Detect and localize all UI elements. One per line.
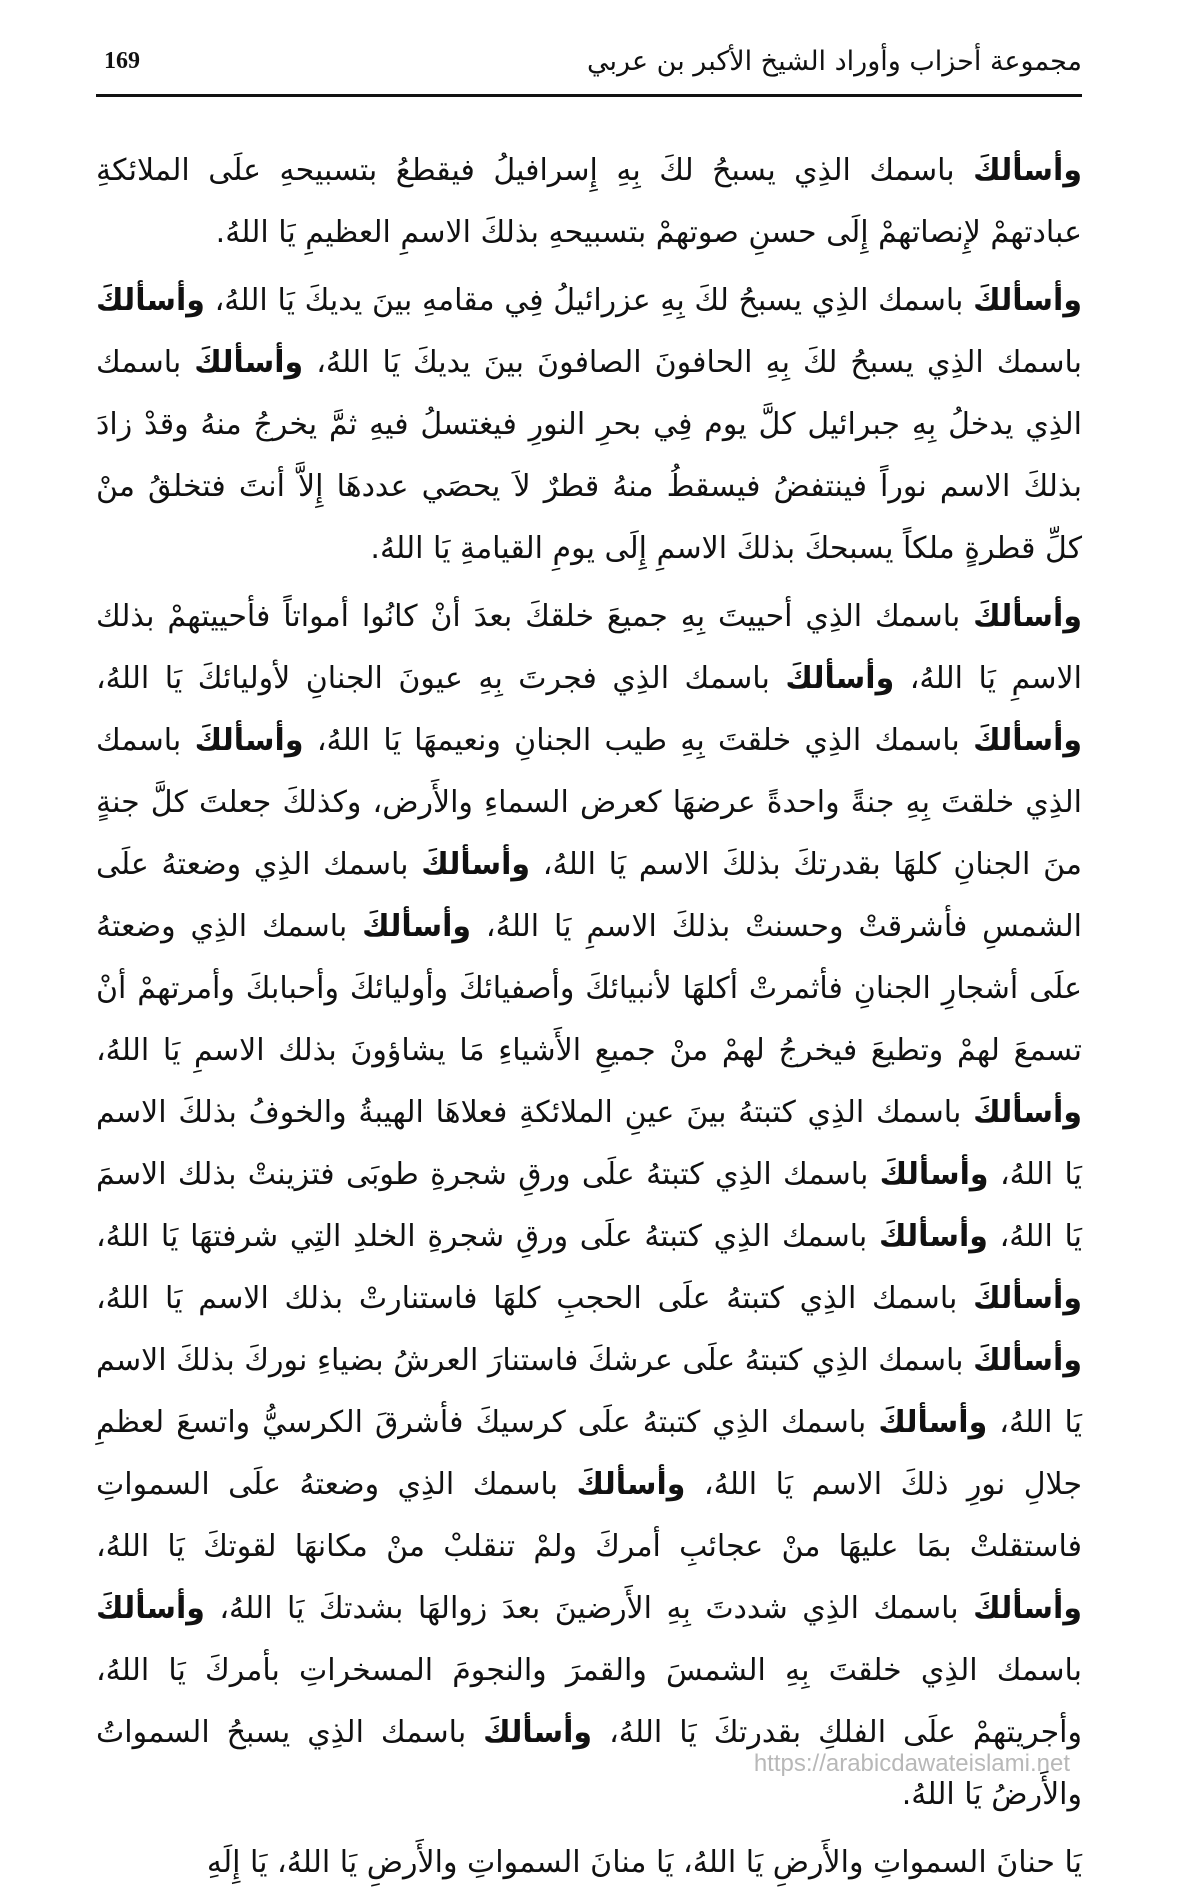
invocation-keyword: وأسألكَ	[96, 1591, 205, 1626]
body-paragraph	[96, 270, 1082, 580]
invocation-keyword: وأسألكَ	[973, 153, 1082, 188]
page-number: 169	[104, 48, 140, 74]
invocation-keyword: وأسألكَ	[483, 1715, 593, 1750]
book-title: مجموعة أحزاب وأوراد الشيخ الأكبر بن عربي	[587, 46, 1082, 77]
invocation-keyword: وأسألكَ	[973, 723, 1083, 758]
paragraph-text: باسمك الذِي كتبتهُ بينَ عينِ الملائكةِ فعلاهَا الهيبةُ والخوفُ بذلكَ الاسم يَا اللهُ،	[96, 1095, 1082, 1192]
paragraph-text: باسمك الذِي يدخلُ بِهِ جبرائيل كلَّ يوم فِي بحرِ النورِ فيغتسلُ فيهِ ثمَّ يخرجُ منهُ وقدْ زادَ بذلكَ الاسم نوراً فينتفضُ فيسقطُ منهُ قطرٌ لاَ يحصَي عددهَا إِلاَّ أنتَ فتخلقُ منْ كلِّ قطرةٍ ملكاً يسبحكَ بذلكَ الاسمِ إِلَى يومِ القيامةِ يَا اللهُ.	[96, 345, 1082, 566]
page-body	[96, 140, 1082, 1900]
paragraph-text: باسمك الذِي كتبتهُ علَى كرسيكَ فأشرقَ الكرسيُّ واتسعَ لعظمِ جلالِ نورِ ذلكَ الاسم يَا اللهُ،	[96, 1405, 1083, 1502]
invocation-keyword: وأسألكَ	[973, 283, 1082, 318]
invocation-keyword: وأسألكَ	[96, 283, 205, 318]
invocation-keyword: وأسألكَ	[973, 599, 1082, 634]
paragraph-text: باسمك الذِي وضعتهُ علَى السمواتِ فاستقلتْ بمَا عليهَا منْ عجائبِ أمركَ ولمْ تنقلبْ منْ مكانهَا لقوتكَ يَا اللهُ،	[96, 1467, 1082, 1564]
paragraph-text: باسمك الذِي أحييتَ بِهِ جميعَ خلقكَ بعدَ أنْ كانُوا أمواتاً فأحييتهمْ بذلك الاسمِ يَا اللهُ،	[96, 599, 1082, 696]
paragraph-text: باسمك الذِي يسبحُ لكَ بِهِ إِسرافيلُ فيقطعُ بتسبيحهِ علَى الملائكةِ عبادتهمْ لإِنصاتهمْ إِلَى حسنِ صوتهمْ بتسبيحهِ بذلكَ الاسمِ العظيمِ يَا اللهُ.	[96, 153, 1082, 250]
paragraph-text: باسمك الذِي وضعتهُ علَى الشمسِ فأشرقتْ وحسنتْ بذلكَ الاسمِ يَا اللهُ،	[96, 847, 1083, 944]
body-paragraph	[96, 1832, 1082, 1894]
paragraph-text: باسمك الذِي يسبحُ لكَ بِهِ عزرائيلُ فِي مقامهِ بينَ يديكَ يَا اللهُ،	[204, 283, 974, 318]
paragraph-text: باسمك الذِي فجرتَ بِهِ عيونَ الجنانِ لأوليائكَ يَا اللهُ،	[96, 661, 786, 696]
source-watermark: https://arabicdawateislami.net	[753, 1750, 1070, 1777]
invocation-keyword: وأسألكَ	[785, 661, 895, 696]
invocation-keyword: وأسألكَ	[362, 909, 472, 944]
paragraph-text: باسمك الذِي كتبتهُ علَى ورقِ شجرةِ طوبَى فتزينتْ بذلك الاسمَ يَا اللهُ،	[96, 1157, 1082, 1254]
body-paragraph	[96, 586, 1082, 1826]
invocation-keyword: وأسألكَ	[194, 345, 304, 380]
paragraph-text: باسمك الذِي يسبحُ السمواتُ والأَرضُ يَا اللهُ.	[96, 1715, 1082, 1812]
paragraph-text: يَا حنانَ السمواتِ والأَرضِ يَا اللهُ، يَا منانَ السمواتِ والأَرضِ يَا اللهُ، يَا إِلَهِ	[206, 1845, 1082, 1880]
paragraph-text: باسمك الذِي كتبتهُ علَى ورقِ شجرةِ الخلدِ التِي شرفتهَا يَا اللهُ،	[96, 1219, 879, 1254]
paragraph-text: باسمك الذِي شددتَ بِهِ الأَرضينَ بعدَ زوالهَا بشدتكَ يَا اللهُ،	[204, 1591, 974, 1626]
invocation-keyword: وأسألكَ	[878, 1219, 988, 1254]
paragraph-text: باسمك الذِي خلقتَ بِهِ جنةً واحدةً عرضهَا كعرض السماءِ والأَرض، وكذلكَ جعلتَ كلَّ جنةٍ منَ الجنانِ كلهَا بقدرتكَ بذلكَ الاسم يَا اللهُ،	[96, 723, 1082, 882]
invocation-keyword: وأسألكَ	[973, 1095, 1082, 1130]
paragraph-text: باسمك الذِي خلقتَ بِهِ طيب الجنانِ ونعيمهَا يَا اللهُ،	[303, 723, 974, 758]
invocation-keyword: وأسألكَ	[878, 1405, 988, 1440]
invocation-keyword: وأسألكَ	[576, 1467, 686, 1502]
invocation-keyword: وأسألكَ	[194, 723, 304, 758]
body-paragraph	[96, 140, 1082, 264]
paragraph-text: باسمك الذِي خلقتَ بِهِ الشمسَ والقمرَ والنجومَ المسخراتِ بأمركَ يَا اللهُ، وأجريتهمْ علَى الفلكِ بقدرتكَ يَا اللهُ،	[96, 1653, 1082, 1750]
paragraph-text: باسمك الذِي كتبتهُ علَى عرشكَ فاستنارَ العرشُ بضياءِ نوركَ بذلكَ الاسم يَا اللهُ،	[96, 1343, 1082, 1440]
paragraph-text: باسمك الذِي يسبحُ لكَ بِهِ الحافونَ الصافونَ بينَ يديكَ يَا اللهُ،	[303, 345, 1082, 380]
invocation-keyword: وأسألكَ	[973, 1591, 1082, 1626]
invocation-keyword: وأسألكَ	[973, 1281, 1082, 1316]
invocation-keyword: وأسألكَ	[879, 1157, 989, 1192]
paragraph-text: باسمك الذِي وضعتهُ علَى أشجارِ الجنانِ فأثمرتْ أكلهَا لأنبيائكَ وأصفيائكَ وأوليائكَ وأحبابكَ وأمرتهمْ أنْ تسمعَ لهمْ وتطيعَ فيخرجُ لهمْ منْ جميعِ الأَشياءِ مَا يشاؤونَ بذلك الاسمِ يَا اللهُ،	[96, 909, 1082, 1068]
paragraph-text: باسمك الذِي كتبتهُ علَى الحجبِ كلهَا فاستنارتْ بذلك الاسم يَا اللهُ،	[96, 1281, 974, 1316]
header-divider	[96, 94, 1082, 97]
invocation-keyword: وأسألكَ	[973, 1343, 1082, 1378]
page-header	[96, 44, 1082, 100]
invocation-keyword: وأسألكَ	[421, 847, 531, 882]
